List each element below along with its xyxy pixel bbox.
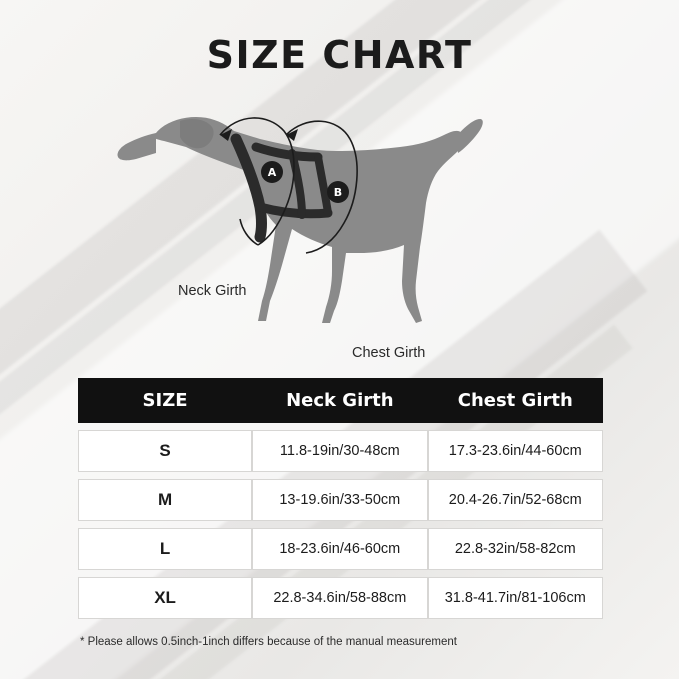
cell-chest: 22.8-32in/58-82cm bbox=[428, 528, 603, 570]
table-header bbox=[78, 378, 603, 423]
header-chest-girth: Chest Girth bbox=[428, 378, 603, 423]
measurement-footnote: * Please allows 0.5inch-1inch differs because of the manual measurement bbox=[80, 636, 457, 648]
table-row bbox=[78, 430, 603, 472]
cell-size: M bbox=[78, 479, 252, 521]
table-row bbox=[78, 528, 603, 570]
table-row bbox=[78, 479, 603, 521]
cell-chest: 31.8-41.7in/81-106cm bbox=[428, 577, 603, 619]
size-table bbox=[78, 371, 603, 626]
dog-harness-illustration bbox=[60, 95, 620, 361]
header-neck-girth: Neck Girth bbox=[252, 378, 427, 423]
dog-silhouette bbox=[117, 117, 482, 323]
marker-b-label: B bbox=[333, 186, 343, 199]
table-body bbox=[78, 430, 603, 619]
cell-neck: 11.8-19in/30-48cm bbox=[252, 430, 427, 472]
page-title: SIZE CHART bbox=[206, 33, 473, 77]
cell-chest: 17.3-23.6in/44-60cm bbox=[428, 430, 603, 472]
header-size: SIZE bbox=[78, 378, 252, 423]
marker-a-label: A bbox=[267, 166, 277, 179]
chest-arrow-head bbox=[286, 129, 298, 141]
dog-diagram-svg bbox=[60, 95, 620, 355]
neck-girth-label: Neck Girth bbox=[178, 283, 247, 299]
cell-neck: 13-19.6in/33-50cm bbox=[252, 479, 427, 521]
cell-size: S bbox=[78, 430, 252, 472]
chest-girth-label: Chest Girth bbox=[352, 345, 426, 361]
table-header-row bbox=[78, 378, 603, 423]
table-row bbox=[78, 577, 603, 619]
cell-chest: 20.4-26.7in/52-68cm bbox=[428, 479, 603, 521]
cell-size: XL bbox=[78, 577, 252, 619]
cell-size: L bbox=[78, 528, 252, 570]
cell-neck: 18-23.6in/46-60cm bbox=[252, 528, 427, 570]
cell-neck: 22.8-34.6in/58-88cm bbox=[252, 577, 427, 619]
